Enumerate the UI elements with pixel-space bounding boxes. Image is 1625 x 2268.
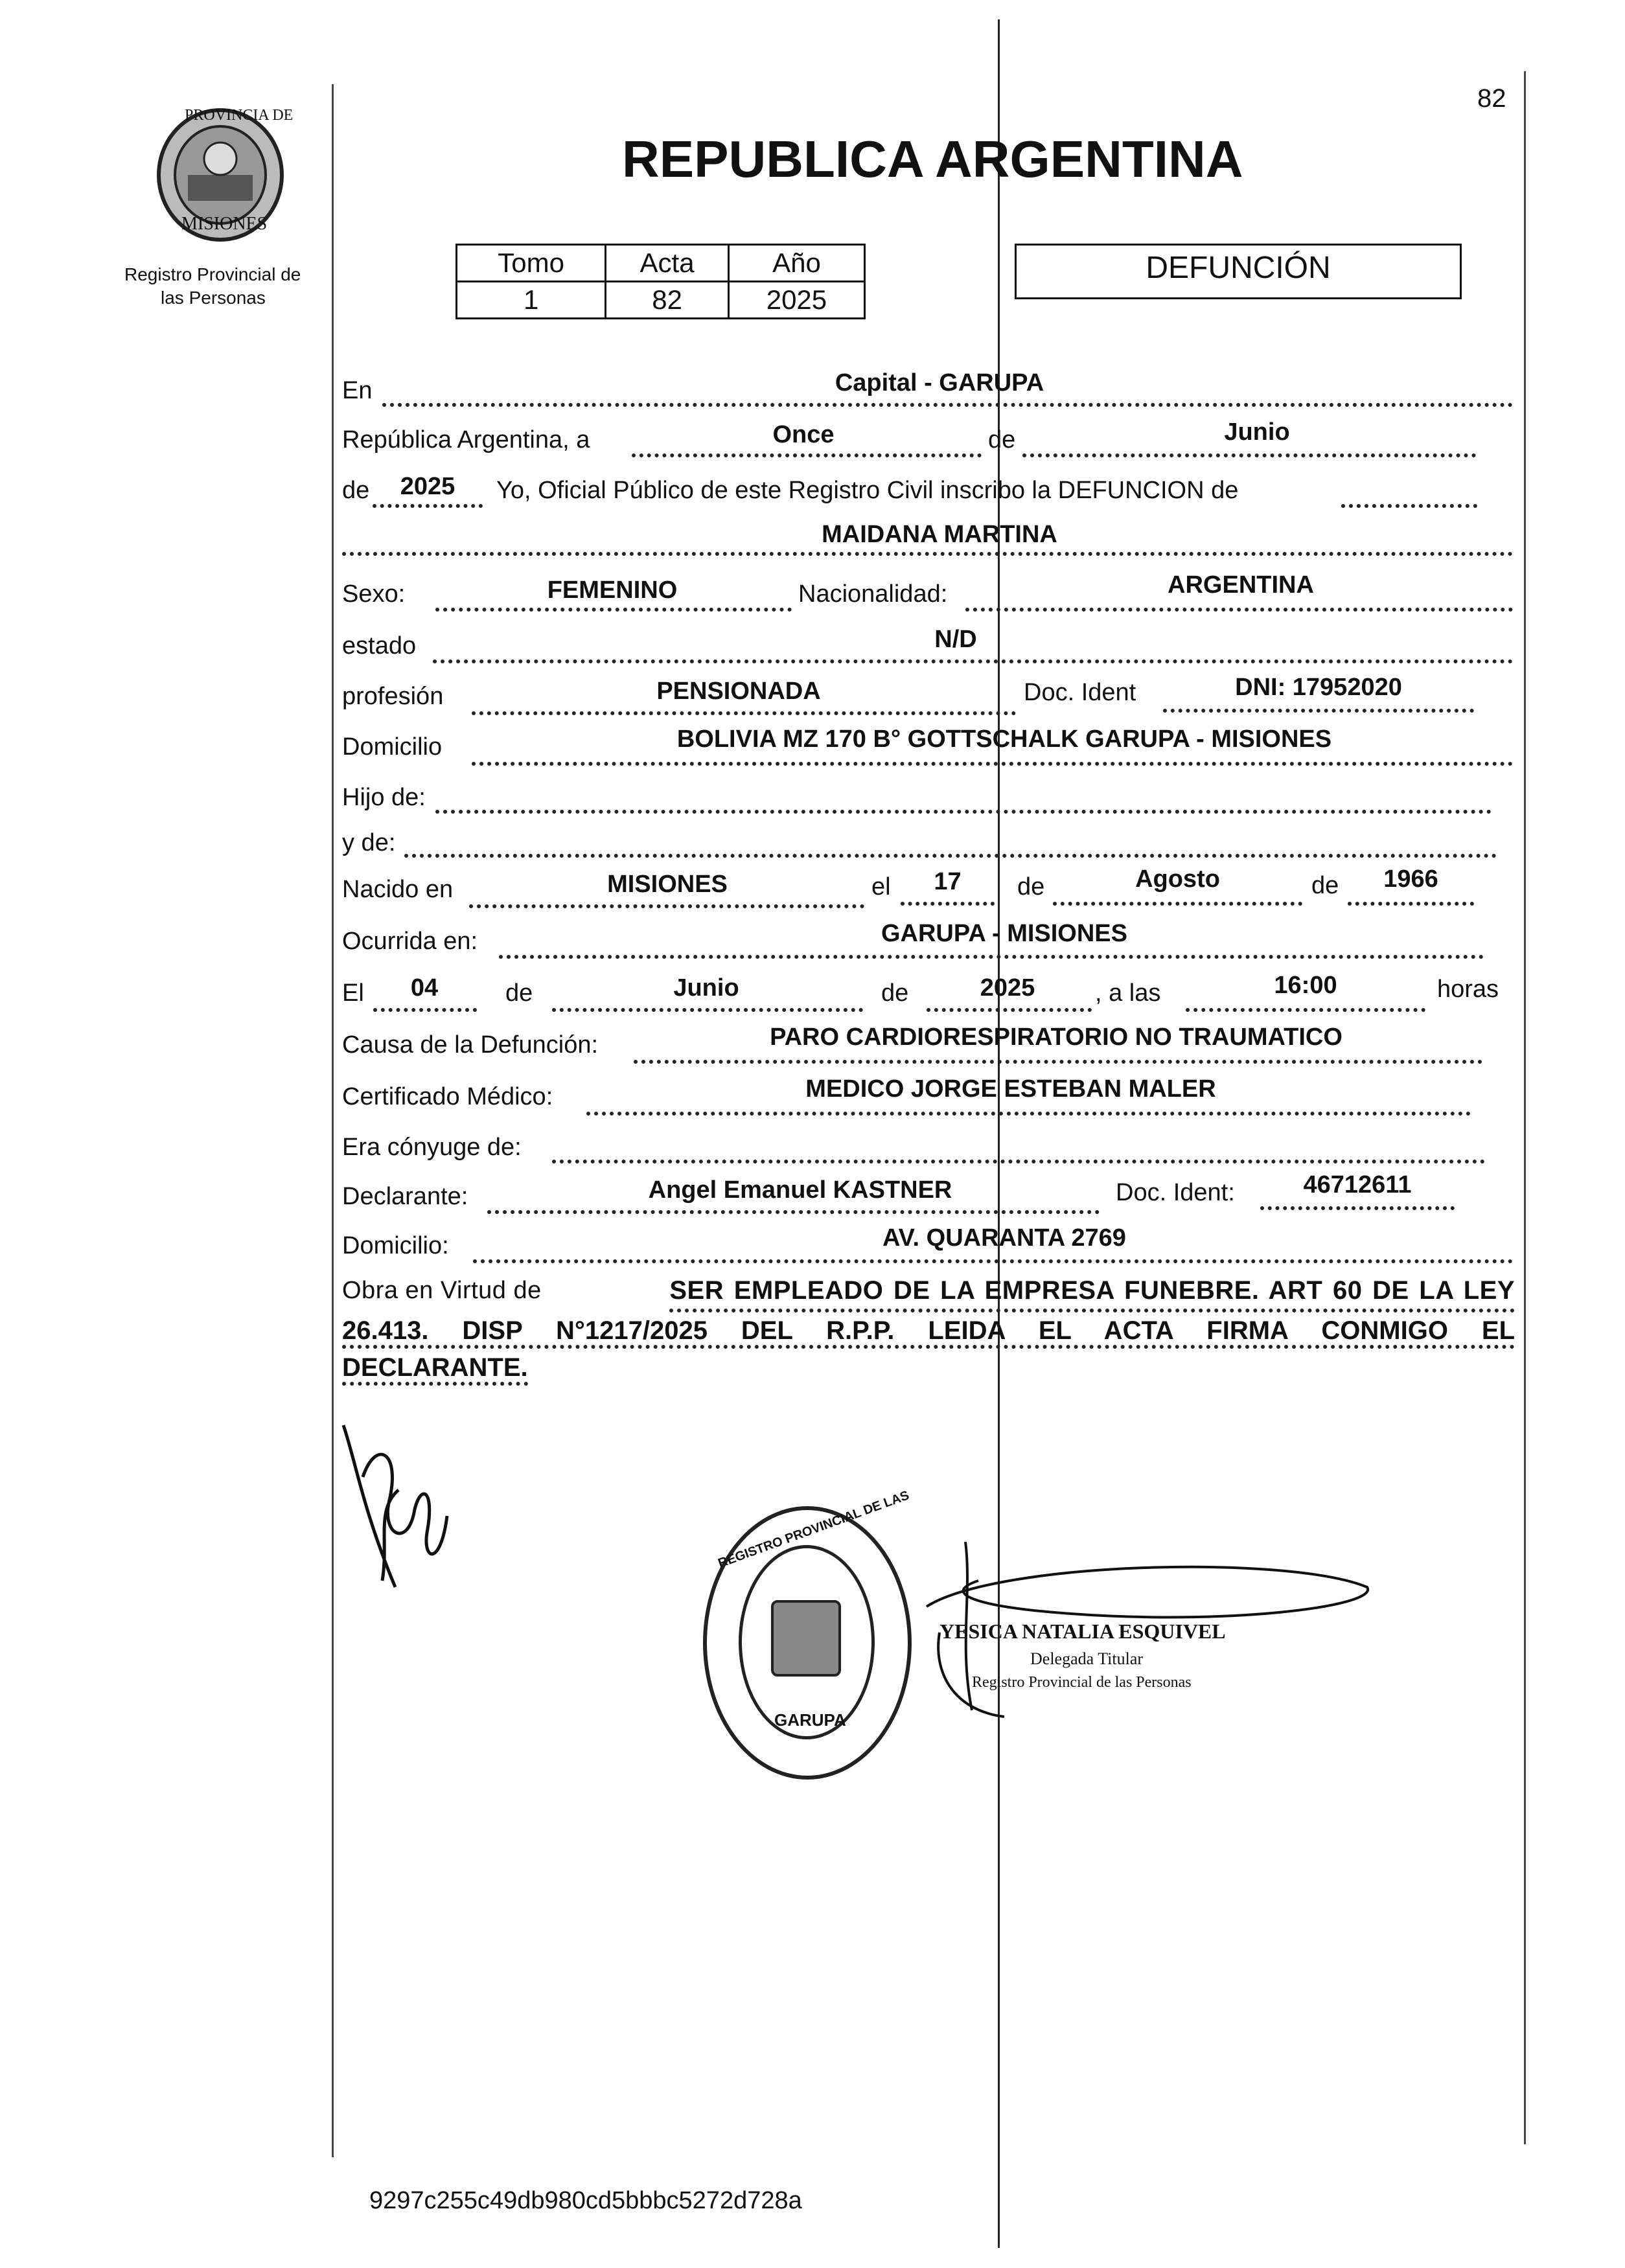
record-type-box: DEFUNCIÓN [1015,244,1462,299]
page-title: REPUBLICA ARGENTINA [622,130,1243,188]
ocurrida-label: Ocurrida en: [342,928,478,955]
year-line [373,504,483,508]
causa-line [634,1060,1482,1064]
el-label: el [871,873,891,900]
doc-value: DNI: 17952020 [1235,674,1402,701]
de5-label: de [505,979,533,1007]
center-fold-line [998,19,1000,2248]
yde-line [404,854,1497,858]
record-table [455,244,866,319]
birth-year: 1966 [1383,865,1438,893]
birth-month-line [1053,902,1302,906]
de3-label: de [1017,873,1045,900]
de-label: de [988,426,1016,453]
ocurrida-value: GARUPA - MISIONES [881,920,1128,947]
registry-line2: las Personas [161,288,266,308]
certificado-label: Certificado Médico: [342,1083,553,1110]
death-month-line [552,1008,863,1012]
logo-text-top: PROVINCIA DE [185,107,294,124]
table-value-tomo: 1 [457,282,606,319]
name-line [342,552,1513,556]
birth-month: Agosto [1135,865,1220,893]
nacido-value: MISIONES [607,871,728,898]
domicilio2-line [473,1259,1513,1263]
yde-label: y de: [342,829,396,856]
table-header-acta: Acta [606,245,729,282]
table-header-anio: Año [728,245,864,282]
sexo-value: FEMENINO [547,577,678,604]
causa-value: PARO CARDIORESPIRATORIO NO TRAUMATICO [770,1024,1343,1051]
death-time-line [1186,1008,1425,1012]
doc-label: Doc. Ident [1024,679,1136,706]
declarante-label: Declarante: [342,1183,468,1210]
domicilio2-label: Domicilio: [342,1232,449,1259]
domicilio2-value: AV. QUARANTA 2769 [882,1224,1126,1252]
ocurrida-line [499,955,1484,959]
de6-label: de [881,979,909,1007]
year-value: 2025 [400,473,455,500]
signer-role: Delegada Titular [1030,1649,1144,1668]
obra-label: Obra en Virtud de [342,1277,542,1304]
day-value: Once [772,421,835,448]
death-year-line [927,1008,1092,1012]
nacido-line [469,904,864,908]
estado-label: estado [342,632,417,659]
signer-org: Registro Provincial de las Personas [972,1674,1192,1691]
deceased-name: MAIDANA MARTINA [822,521,1057,548]
right-margin-line [1524,71,1526,2144]
profesion-label: profesión [342,683,444,710]
en-value: Capital - GARUPA [835,369,1044,396]
page-number: 82 [1477,84,1506,113]
de4-label: de [1311,872,1339,899]
declarant-signature [337,1412,467,1607]
obra-block [342,1272,1515,1386]
logo-text-bottom: MISIONES [181,214,268,234]
nacido-label: Nacido en [342,876,454,903]
death-time: 16:00 [1274,972,1337,999]
de2-label: de [342,477,370,504]
certificado-value: MEDICO JORGE ESTEBAN MALER [805,1075,1216,1103]
domicilio-value: BOLIVIA MZ 170 B° GOTTSCHALK GARUPA - MISIONES [676,726,1332,753]
en-label: En [342,377,373,404]
hijo-line [435,810,1492,814]
certificado-line [586,1112,1471,1116]
table-value-anio: 2025 [728,282,864,319]
nacionalidad-line [965,608,1513,612]
horas-label: horas [1437,976,1499,1003]
estado-value: N/D [934,626,977,653]
alas-label: , a las [1095,979,1161,1007]
profesion-value: PENSIONADA [656,678,821,705]
declarante-value: Angel Emanuel KASTNER [648,1176,952,1204]
doc2-label: Doc. Ident: [1116,1179,1235,1206]
month-value: Junio [1224,418,1290,446]
obra-value-line3: DECLARANTE. [342,1353,528,1386]
inscribo-line [1341,504,1477,508]
left-margin-line [332,84,334,2157]
registry-line1: Registro Provincial de [124,264,301,284]
death-day-line [373,1008,477,1012]
obra-line-1 [342,1272,1515,1312]
doc2-value: 46712611 [1303,1171,1412,1198]
table-header-tomo: Tomo [457,245,606,282]
day-line [632,453,982,457]
birth-day-line [901,902,995,906]
domicilio-line [472,762,1513,766]
nacionalidad-value: ARGENTINA [1168,571,1314,599]
sexo-underline [435,608,792,612]
profesion-line [472,711,1016,715]
conyuge-line [552,1160,1485,1163]
obra-line-2 [342,1312,1515,1349]
death-year: 2025 [980,974,1035,1002]
conyuge-label: Era cónyuge de: [342,1134,522,1161]
birth-day: 17 [934,868,962,895]
obra-line-3 [342,1349,1515,1386]
doc2-line [1260,1206,1455,1210]
estado-line [433,659,1513,663]
document-hash: 9297c255c49db980cd5bbbc5272d728a [369,2187,802,2214]
doc-line [1163,709,1474,713]
domicilio-label: Domicilio [342,733,443,761]
stamp-round-top: REGISTRO PROVINCIAL DE LAS [716,1488,912,1571]
inscribo-text: Yo, Oficial Público de este Registro Civil inscribo la DEFUNCION de [496,477,1239,504]
hijo-label: Hijo de: [342,784,426,811]
signer-name: YESICA NATALIA ESQUIVEL [939,1620,1226,1643]
sexo-label: Sexo: [342,580,406,608]
republica-label: República Argentina, a [342,426,590,453]
stamp-emblem [771,1600,841,1677]
death-day: 04 [410,974,439,1002]
obra-value-line1: SER EMPLEADO DE LA EMPRESA FUNEBRE. ART 60 DE LA LEY [669,1272,1515,1312]
nacionalidad-label: Nacionalidad: [798,580,948,608]
birth-year-line [1348,902,1474,906]
declarante-line [487,1210,1100,1214]
el2-label: El [342,979,364,1007]
death-month: Junio [673,974,739,1002]
stamp-round-bottom: GARUPA [774,1710,846,1730]
table-value-acta: 82 [606,282,729,319]
obra-value-line2: 26.413. DISP N°1217/2025 DEL R.P.P. LEIDA EL ACTA FIRMA CONMIGO EL [342,1316,1515,1349]
en-line [382,403,1513,407]
causa-label: Causa de la Defunción: [342,1031,599,1059]
month-line [1022,453,1476,457]
